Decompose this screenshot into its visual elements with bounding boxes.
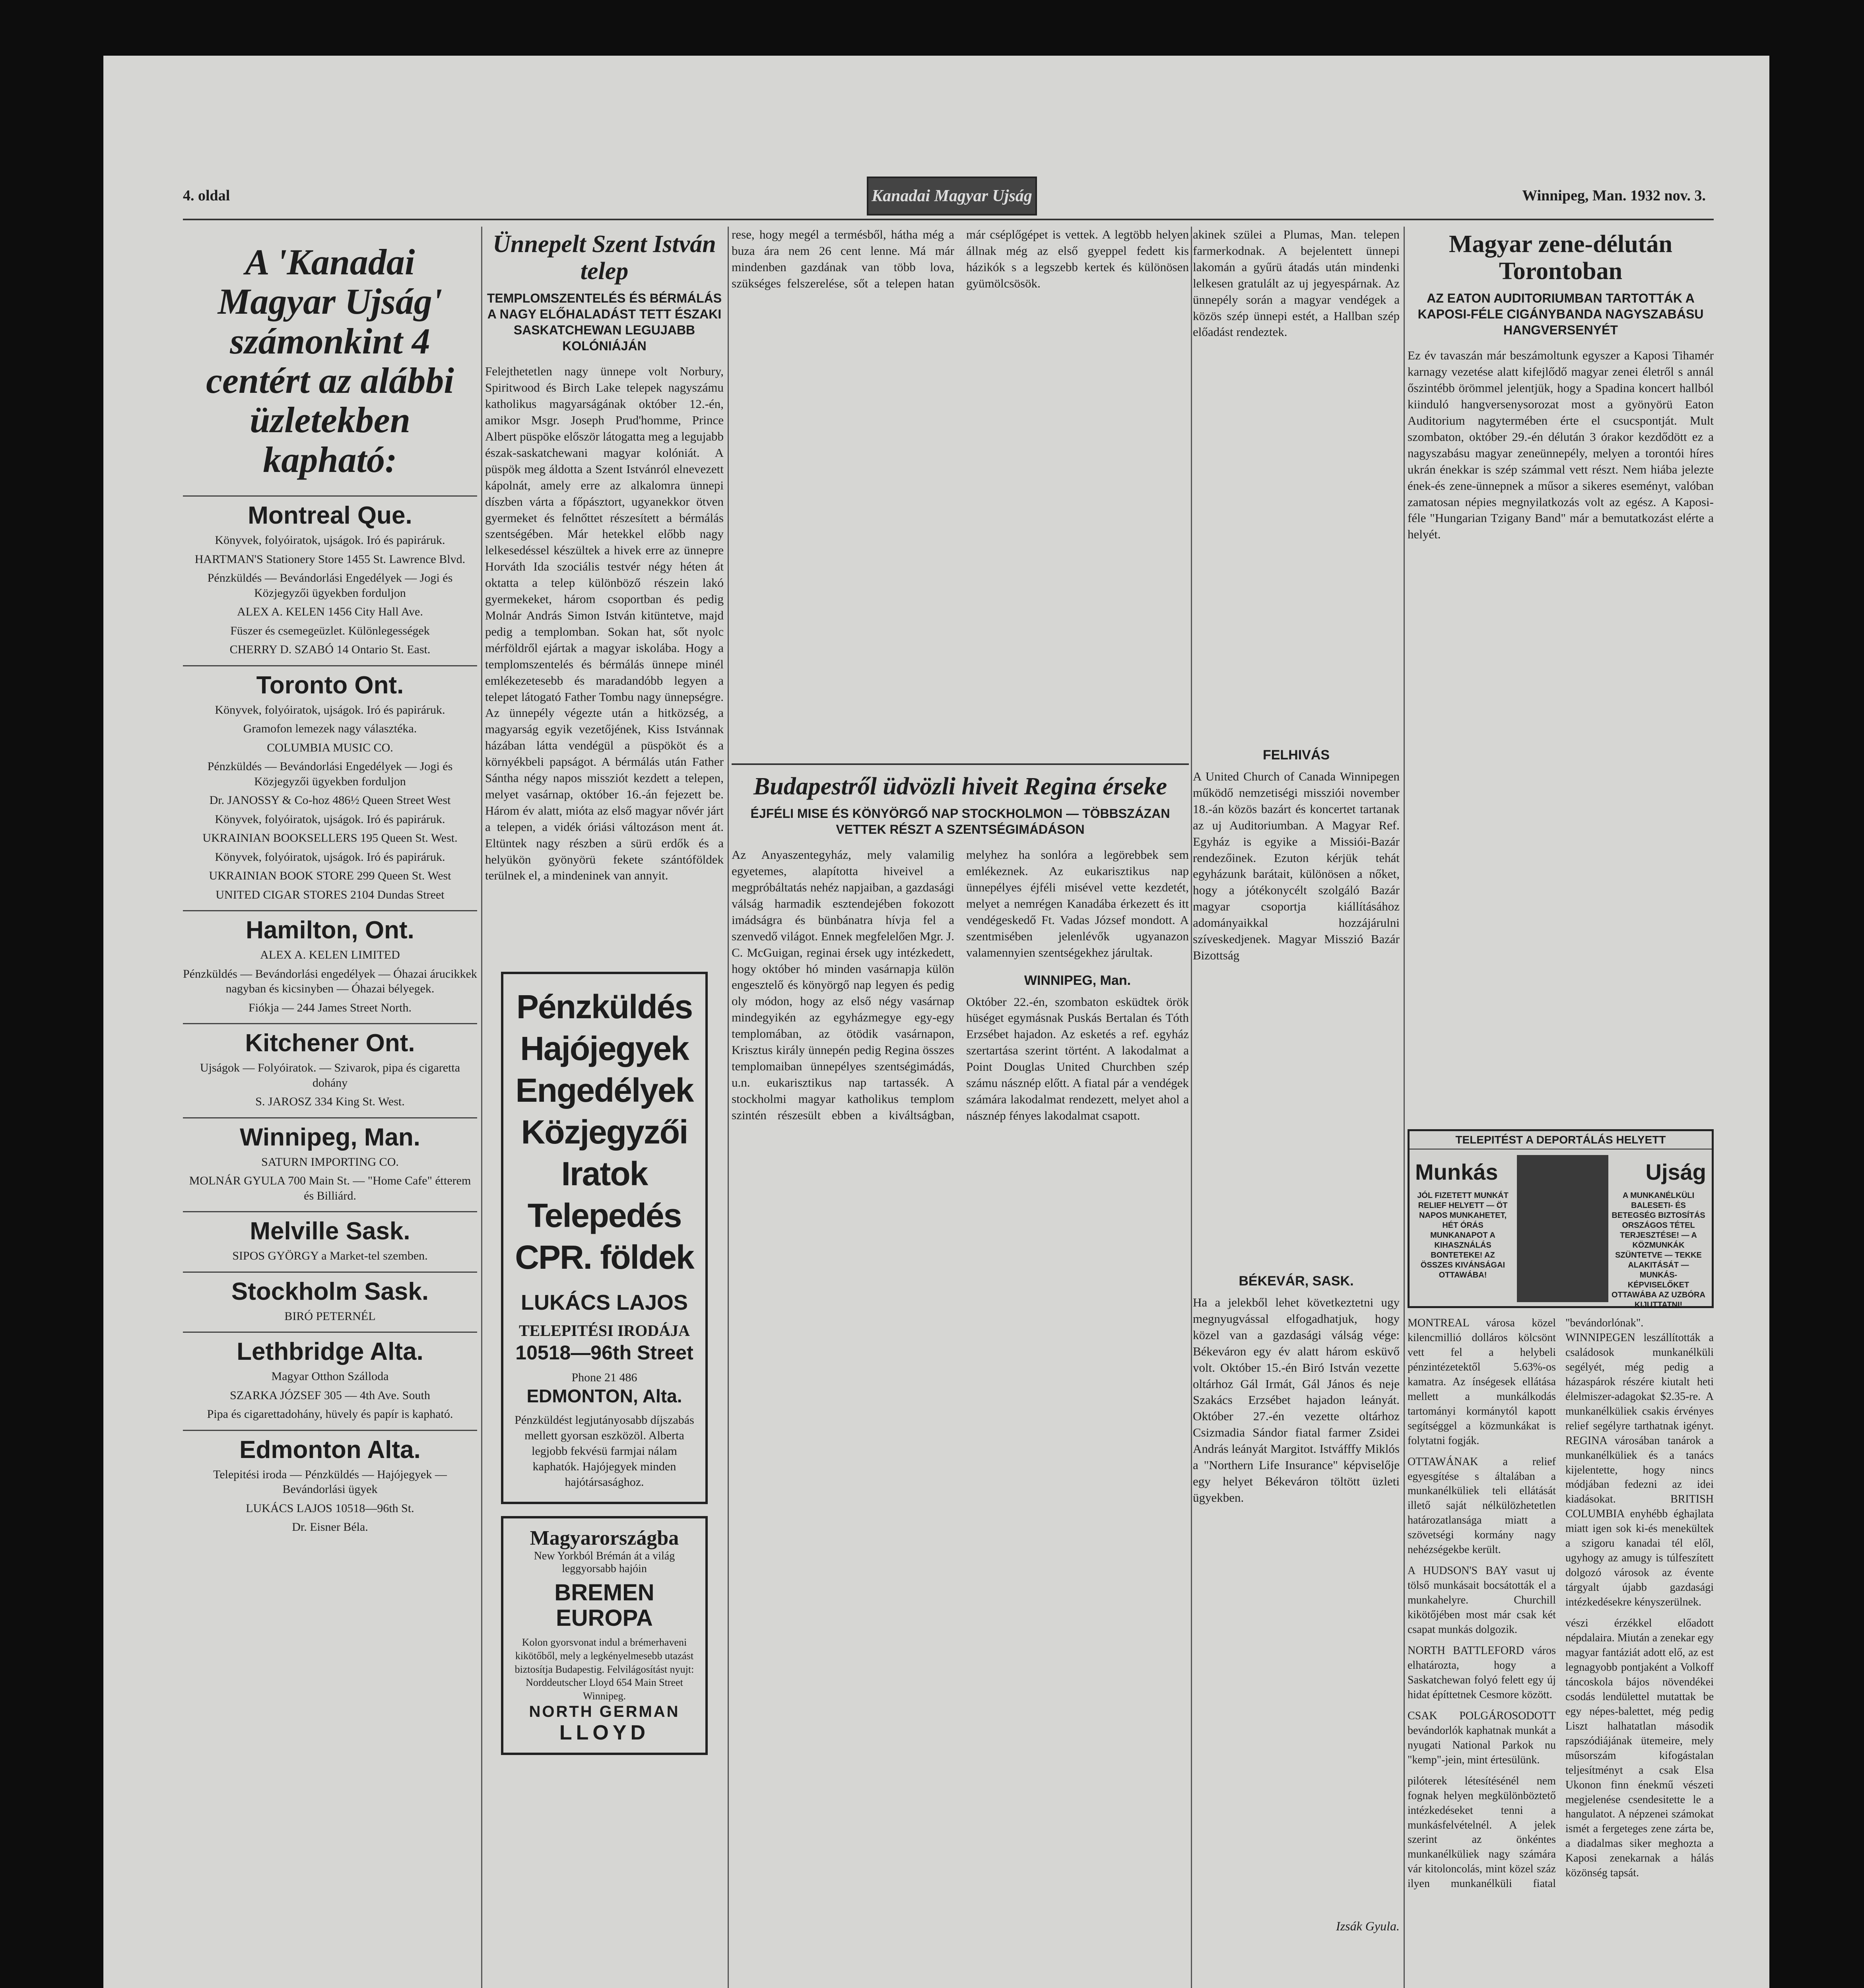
shop-listing: Fiókja — 244 James Street North. [249, 1001, 412, 1014]
shop-listing: LUKÁCS LAJOS 10518—96th St. [246, 1501, 414, 1515]
shop-listing: MOLNÁR GYULA 700 Main St. — "Home Cafe" étterem és Billiárd. [189, 1174, 471, 1202]
ad-lukacs-address: 10518—96th Street [515, 1342, 693, 1364]
column-divider [728, 227, 729, 1988]
article-regina-body: Az Anyaszentegyház, mely valamilig egyetemes, alapította hiveivel a megpróbáltatás nehéz napjaiban, a gazdasági válság harmadik esztendejében fokozott imádságra és bünbánatra hívja fel a szenvedő világot. Ennek megfelelően Mgr. J. C. McGuigan, reginai érsek ugy intézkedett, hogy október hó minden vasárnapja külön engesztelő és könyörgő nap legyen és pedig oly módon, hogy az első négy vasárnap mindegyikén az egyházmegye egy-egy templomában, az ötödik vasárnapon, Krisztus király ünnepén pedig Regina összes templomaiban ünnepélyes szentségimádás, u.n. eukarisztikus nap tartassék. A stockholmi magyar katholikus templom szintén részesült ebben a kiváltságban, melyhez ha sonlóra a legörebbek sem emlékeznek. Az eukarisztikus nap ünnepélyes éjféli misével vette kezdetét, melyet a nemrégen Kanadába érkezett és itt vendégeskedő Ft. Vadas József mondott. A szentmisében jelenlévők ugyanazon valamennyien szentségekhez járultak. [732, 848, 1189, 1122]
city-heading: Lethbridge Alta. [183, 1332, 477, 1366]
ad-lloyd-company: NORTH GERMAN [529, 1703, 680, 1720]
ad-lloyd-note: Kolon gyorsvonat indul a brémerhaveni kikötőből, mely a legkényelmesebb utazást biztosítja Budapestig. Felvilágosítást nyujt: Norddeutscher Lloyd 654 Main Street Winnipeg. [515, 1636, 694, 1702]
column-4 [1193, 227, 1400, 1988]
city-heading: Edmonton Alta. [183, 1430, 477, 1464]
city-list [183, 495, 477, 1535]
article-regina-columns [732, 847, 1189, 1988]
dateline-winnipeg: WINNIPEG, Man. [1024, 973, 1131, 988]
page-header [183, 175, 1714, 220]
shop-listing: Magyar Otthon Szálloda [271, 1370, 389, 1383]
city-heading: Melville Sask. [183, 1211, 477, 1245]
shop-listing: UNITED CIGAR STORES 2104 Dundas Street [216, 888, 445, 901]
shop-listing: HARTMAN'S Stationery Store 1455 St. Lawrence Blvd. [194, 552, 466, 566]
city-heading: Stockholm Sask. [183, 1272, 477, 1306]
munkas-illustration [1517, 1155, 1608, 1302]
city-heading: Winnipeg, Man. [183, 1117, 477, 1151]
ad-lloyd [501, 1516, 708, 1755]
ad-lloyd-ships: BREMEN EUROPA [554, 1580, 654, 1631]
shop-listing: S. JAROSZ 334 King St. West. [255, 1095, 405, 1109]
shop-listing: UKRAINIAN BOOK STORE 299 Queen St. West [209, 869, 451, 883]
column-divider [481, 227, 482, 1988]
article-regina-title: Budapestről üdvözli hiveit Regina érseke [732, 763, 1189, 800]
masthead-logo: Kanadai Magyar Ujság [867, 177, 1037, 215]
felhivas-title: FELHIVÁS [1262, 747, 1330, 763]
munkas-right-text: A MUNKANÉLKÜLI BALESETI- ÉS BETEGSÉG BIZTOSÍTÁS ORSZÁGOS TÉTEL TERJESZTÉSE! — A KÖZMUNKÁK SZÜNTETVE — TEKKE ALAKITÁSÁT — MUNKÁS-KÉPVISELŐKET OTTAWÁBA AZ UZBÓRA KIJUTTATNI! [1612, 1191, 1705, 1309]
shop-listing: Dr. Eisner Béla. [292, 1520, 368, 1534]
article-istvan-body: Felejthetetlen nagy ünnepe volt Norbury, Spiritwood és Birch Lake telepek nagyszámu katholikus magyarságának október 12.-én, amikor Msgr. Joseph Prud'homme, Prince Albert püspöke először látogatta meg a legujabb észak-saskatchewani magyar kolóniát. A püspök meg áldotta a Szent Istvánról elnevezett kápolnát, amely erre az alkalomra ünnepi díszben várta a főpásztort, ugyanekkor ötven gyermeket és felnőttet részesített a bérmálás szentségében. Már hetekkel előbb nagy lelkesedéssel készültek a hivek erre az ünnepre Horváth Ida szociális testvér négy héten át oktatta a telep különböző részein lakó gyermekeket, három csoportban és pedig Molnár András Simon István kitüntetve, majd pedig a templomban. Sokan hat, sőt nyolc mérföldről ejártak a magyar iskolába. Hogy a templomszentelés és bérmálás ünnepe minél emlékezetesebb és maradandóbb legyen a telepet látogató Father Tombu nagy ünnepségre. Az ünnepély végezte után a hitközség, a magyarság egyik vezetőjének, Kiss Istvánnak házában látta vendégül a püspököt és a környékbeli papságot. A bérmálás után Father Sántha négy napos missziót kezdett a telepen, melyet vasárnap, október 16.-án fejezett be. Három év alatt, mióta az első magyar nővér járt a telepen, a vidék óriási változáson ment át. Eltüntek nagy részben a sürü erdők és a helyükön gyönyörü fekete szántóföldek terülnek el, a mindeninek van annyit. [485, 364, 724, 883]
newspaper-page [103, 56, 1769, 1988]
column-divider [1191, 227, 1192, 1988]
shop-listing: ALEX A. KELEN LIMITED [260, 948, 400, 962]
city-heading: Montreal Que. [183, 495, 477, 530]
shop-listing: ALEX A. KELEN 1456 City Hall Ave. [237, 605, 423, 619]
article-istvan-title: Ünnepelt Szent István telep [493, 231, 716, 285]
ad-lukacs-service: Pénzküldés [516, 988, 693, 1026]
col5-news-columns [1408, 1316, 1714, 1988]
shop-listing: UKRAINIAN BOOKSELLERS 195 Queen St. West. [202, 831, 458, 845]
shop-listing: Dr. JANOSSY & Co-hoz 486½ Queen Street West [209, 794, 451, 807]
ad-lukacs-phone: Phone 21 486 [571, 1371, 637, 1384]
shop-listing: SIPOS GYÖRGY a Market-tel szemben. [232, 1249, 428, 1263]
shop-listing: CHERRY D. SZABÓ 14 Ontario St. East. [229, 643, 431, 656]
sidebar-distributors [183, 227, 477, 1988]
shop-listing: SATURN IMPORTING CO. [261, 1155, 399, 1169]
news-hudson: A HUDSON'S BAY vasut uj tölső munkásait bocsátották el a munkahelyre. Churchill kikötőjében most már csak két csapat munkás dolgozik. [1408, 1565, 1556, 1636]
ad-lukacs-office: TELEPITÉSI IRODÁJA [518, 1322, 690, 1340]
col5-lower [1408, 1121, 1714, 1988]
shop-listing: Telepitési iroda — Pénzküldés — Hajójegyek — Bevándorlási ügyek [213, 1468, 447, 1496]
ad-lloyd-sub: New Yorkból Brémán át a világ leggyorsabb hajóin [534, 1550, 675, 1575]
ad-lukacs-service: CPR. földek [515, 1239, 694, 1276]
ad-lukacs-service: Közjegyzői [521, 1113, 688, 1151]
article-torontoban-title: Magyar zene-délután Torontoban [1449, 231, 1672, 285]
article-istvan-subhead: TEMPLOMSZENTELÉS ÉS BÉRMÁLÁS A NAGY ELŐHALADÁST TETT ÉSZAKI SASKATCHEWAN LEGUJABB KOLÓNIÁJÁN [487, 291, 722, 353]
col3-top-text: rese, hogy megél a termésből, hátha még a buza ára nem 26 cent lenne. Má már mindenben gazdának van több lova, szükséges felszerelése, sőt a telepen hatan már cséplőgépet is vettek. A legtöbb helyen állnak még az első gyeppel fedett kis házikók s a legszebb kertek és különösen gyümölcsösök. [732, 227, 1189, 290]
ad-lukacs-service: Iratok [561, 1155, 648, 1193]
munkas-word: Munkás [1415, 1159, 1498, 1184]
shop-listing: Könyvek, folyóiratok, ujságok. Iró és papiráruk. [215, 812, 445, 826]
torontoban-continued: vészi érzékkel előadott népdalaira. Miután a zenekar egy magyar fantáziát adott elő, az est legnagyobb pontjaként a Volkoff táncoskola bájos növendékei csodás lendülettel mutattak be egy népes-balettet, még pedig Liszt halhatatlan második rapszódiájának ütemeire, mely műsorszám kifogástalan teljesítményt a csak Elsa Ukonon finn énekmű vészeti megjelenése csendesitette le a hangulatot. A népzenei számokat ismét a fergeteges zene zárta be, a diadalmas siker meghozta a Kaposi zenekarnak a hálás közönség tapsát. [1565, 1617, 1714, 1879]
column-divider [1404, 227, 1405, 1988]
shop-listing: Pipa és cigarettadohány, hüvely és papír is kapható. [207, 1408, 453, 1421]
shop-listing: SZARKA JÓZSEF 305 — 4th Ave. South [230, 1388, 430, 1402]
shop-listing: Gramofon lemezek nagy választéka. [243, 722, 417, 736]
shop-listing: Pénzküldés — Bevándorlási engedélyek — Óhazai árucikkek nagyban és kicsinyben — Óhazai bélyegek. [183, 967, 477, 996]
munkas-left-text: JÓL FIZETETT MUNKÁT RELIEF HELYETT — ÖT NAPOS MUNKAHETET, HÉT ÓRÁS MUNKANAPOT A KIHASZNÁLÁS BONTETEKE! AZ ÖSSZES KIVÁNSÁGAI OTTAWÁBA! [1417, 1191, 1509, 1279]
bekevar-body: Ha a jelekből lehet következtetni ugy megnyugvással elfogadhatjuk, hogy közel van a gazdasági válság vége: Békeváron egy év alatt három esküvő volt. Október 15.-én Biró István vezette oltárhoz Gál Irmát, Gál János és neje Szakács Erzsébet hajadon leányát. Október 27.-én vezette oltárhoz Csizmadia Sándor fiatal farmer Zsidei András leányát Margitot. Istváfffy Miklós a "Northern Life Insurance" képviselője egy helyet Békeváron töltött üzleti ügyekben. [1193, 1295, 1400, 1505]
news-montreal: MONTREAL városa közel kilencmillió dolláros kölcsönt vett fel a helybeli pénzintézetektől 5.63%-os kamatra. Az ínségesek ellátása mellett a munkálkodás tartományi kormánytól kapott segítséggel a közmunkákat is folytatni fogják. [1408, 1317, 1556, 1447]
news-battleford: NORTH BATTLEFORD város elhatározta, hogy a Saskatchewan folyó felett egy új hidat építtetnek Cesmore között. [1408, 1644, 1556, 1701]
article-torontoban-body: Ez év tavaszán már beszámoltunk egyszer a Kaposi Tihamér karnagy vezetése alatt kifejlődő magyar zenei életről s annál őszintébb örömmel jelentjük, hogy a Spadina koncert hallból kiinduló hangversenysorozat most a gyönyörü Eaton Auditorium nagytermében érte el csucspontját. Mult szombaton, október 29.-én délután 3 órakor kezdődött ez a nagyszabásu magyar zeneünnepély, melyen a torontói híres ukrán énekkar is szép számmal vett részt. Nem hiába jelezte ének-és zene-ünnepnek a műsor a sikeres eseményt, valóban zamatosan népies megnyilatkozás volt az egész. A Kaposi-féle "Hungarian Tzigany Band" már a bemutatkozást elérte a helyét. [1408, 348, 1714, 542]
column-2 [485, 227, 724, 1988]
city-heading: Toronto Ont. [183, 665, 477, 699]
article-torontoban-subhead: AZ EATON AUDITORIUMBAN TARTOTTÁK A KAPOSI-FÉLE CIGÁNYBANDA NAGYSZABÁSU HANGVERSENYÉT [1417, 291, 1704, 338]
article-regina-subhead: ÉJFÉLI MISE ÉS KÖNYÖRGŐ NAP STOCKHOLMON — TÖBBSZÁZAN VETTEK RÉSZT A SZENTSÉGIMÁDÁSON [750, 806, 1170, 837]
ujsag-word: Ujság [1645, 1159, 1706, 1184]
ad-lloyd-head: Magyarországba [530, 1527, 679, 1550]
ad-lukacs-service: Telepedés [527, 1197, 682, 1235]
munkas-ujsag-box [1408, 1129, 1714, 1308]
ad-lukacs-city: EDMONTON, Alta. [526, 1386, 682, 1407]
shop-listing: COLUMBIA MUSIC CO. [267, 741, 393, 754]
shop-listing: Könyvek, folyóiratok, ujságok. Iró és papiráruk. [215, 703, 445, 716]
shop-listing: Könyvek, folyóiratok, ujságok. Iró és papiráruk. [215, 850, 445, 864]
news-polgar: CSAK POLGÁROSODOTT bevándorlók kaphatnak munkát a nyugati National Parkok nu "kemp"-jein, mint értesülünk. [1408, 1709, 1556, 1766]
col4-top-text: akinek szülei a Plumas, Man. telepen farmerkodnak. A bejelentett ünnepi lakomán a gyűrü átadás után mindenki lelkesen gratulált az uj jegyespárnak. Az ünnepély során a magyar vendégek a közös szép ünnepi estét, a Hallban szép előadást rendeztek. [1193, 227, 1400, 339]
shop-listing: Füszer és csemegeüzlet. Különlegességek [230, 624, 430, 637]
felhivas-body: A United Church of Canada Winnipegen működő nemzetiségi missziói november 18.-án közös bazárt és koncertet tartanak az uj Auditoriumban. A Magyar Ref. Egyház is egyike a Missiói-Bazár rendezőinek. Ezuton kérjük tehát egyházunk barátait, különösen a nőket, hogy a jótékonycélt szolgáló Bazár magyar csoportja kiállításához adományaikkal hozzájárulni szíveskedjenek. Magyar Misszió Bazár Bizottság [1193, 769, 1400, 962]
news-ottawa: OTTAWÁNAK a relief egyesgítése s általában a munkanélküliek teli ellátását illető saját nélkülözhetetlen határozatlansága miatt a szövetségi kormány nagy nehézségekbe került. [1408, 1455, 1556, 1556]
ad-lukacs-firm: LUKÁCS LAJOS [520, 1291, 688, 1315]
ad-lukacs-services [509, 986, 700, 1278]
ad-lukacs [501, 972, 708, 1504]
bekevar-signature: Izsák Gyula. [1336, 1919, 1400, 1933]
news-right-column: pilóterek létesítésénél nem fognak helyen megkülönböztető intézkedéseket tenni a munkásfelvételnél. A jelek szerint az önkéntes munkanélküliek nagy számára vár kitoloncolás, mint közel száz ilyen munkanélküli fiatal "bevándorlónak". WINNIPEGEN leszállították a családosok munkanélküli segélyét, még pedig a házaspárok részére kiutalt heti élelmiszer-adagokat $2.35-re. A munkanélküliek csakis érvényes relief segélyre tarthatnak igényt. REGINA városában tanárok a munkanélküliek és a tanács kijelentette, hogy nincs módjában fedezni az idei kiadásokat. BRITISH COLUMBIA enyhébb éghajlata miatt igen sok ki-és menekültek a szigoru kanadai tél elől, ugyhogy az amugy is túlfeszített dolgozó városok az évente tárgyalt újabb gazdasági intézkedésekre kényszerülnek. [1408, 1317, 1714, 1890]
ad-lukacs-note: Pénzküldést legjutányosabb díjszabás mellett gyorsan eszközöl. Alberta legjobb fekvésü farmjai nálam kaphatók. Hajójegyek minden hajótársasághoz. [515, 1413, 694, 1489]
shop-listing: Ujságok — Folyóiratok. — Szivarok, pipa és cigaretta dohány [200, 1061, 460, 1089]
ad-lukacs-service: Hajójegyek [520, 1030, 689, 1068]
shop-listing: Pénzküldés — Bevándorlási Engedélyek — Jogi és Közjegyzői ügyekben forduljon [207, 571, 453, 600]
shop-listing: BIRÓ PETERNÉL [284, 1309, 376, 1323]
column-3 [732, 227, 1189, 1988]
bekevar-title: BÉKEVÁR, SASK. [1239, 1274, 1354, 1289]
issue-date: Winnipeg, Man. 1932 nov. 3. [1522, 187, 1706, 204]
shop-listing: Könyvek, folyóiratok, ujságok. Iró és papiráruk. [215, 534, 445, 547]
city-heading: Kitchener Ont. [183, 1023, 477, 1057]
page-number: 4. oldal [183, 187, 230, 204]
sidebar-headline: A 'Kanadai Magyar Ujság' számonkint 4 centért az alábbi üzletekben kapható: [206, 242, 454, 480]
ad-lloyd-logo: LLOYD [559, 1721, 650, 1744]
munkas-kicker: TELEPITÉST A DEPORTÁLÁS HELYETT [1410, 1131, 1712, 1149]
ad-lukacs-service: Engedélyek [515, 1072, 693, 1109]
winnipeg-wedding-body: Október 22.-én, szombaton esküdtek örök hüséget egymásnak Puskás Bertalan és Tóth Erzsébet hajadon. Az esketés a ref. egyház szertartása szerint történt. A lakodalmat a Point Douglas United Churchben szép számu násznép előtt. A fiatal pár a vendégek számára lakodalmat rendezett, melyet ahol a násznép fényes lakodalmat csapott. [966, 994, 1189, 1122]
city-heading: Hamilton, Ont. [183, 910, 477, 944]
shop-listing: Pénzküldés — Bevándorlási Engedélyek — Jogi és Közjegyzői ügyekben forduljon [207, 760, 453, 788]
